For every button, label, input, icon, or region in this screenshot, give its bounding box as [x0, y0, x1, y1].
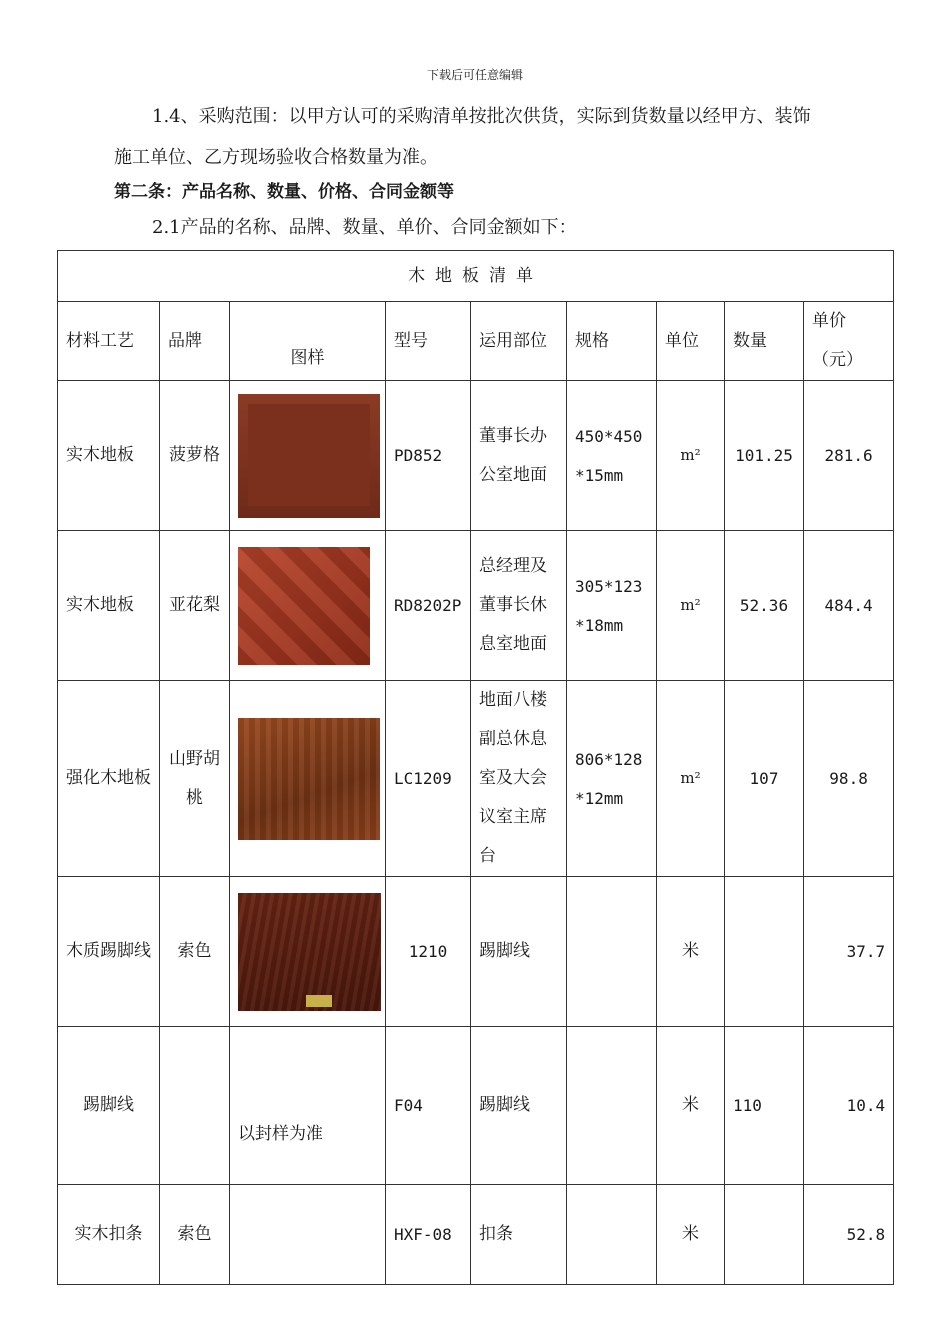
laminate-sample-image	[238, 718, 380, 840]
row-sample	[230, 681, 386, 877]
row-price: 37.7	[804, 877, 894, 1027]
row-location: 董事长办公室地面	[471, 381, 567, 531]
row-spec: 305*123*18mm	[567, 531, 657, 681]
row-price: 281.6	[804, 381, 894, 531]
row-qty: 110	[725, 1027, 804, 1185]
row-unit: m²	[657, 381, 725, 531]
row-brand	[160, 1027, 230, 1185]
header-spec: 规格	[567, 302, 657, 381]
row-qty: 101.25	[725, 381, 804, 531]
row-sample	[230, 877, 386, 1027]
row-sample	[230, 1185, 386, 1285]
table-row	[58, 1185, 894, 1285]
row-spec	[567, 1027, 657, 1185]
row-material: 踢脚线	[58, 1027, 160, 1185]
header-unit: 单位	[657, 302, 725, 381]
row-model: F04	[386, 1027, 471, 1185]
row-model: RD8202P	[386, 531, 471, 681]
header-material: 材料工艺	[58, 302, 160, 381]
row-model: 1210	[386, 877, 471, 1027]
row-material: 木质踢脚线	[58, 877, 160, 1027]
row-price: 10.4	[804, 1027, 894, 1185]
row-brand: 菠萝格	[160, 381, 230, 531]
row-price: 484.4	[804, 531, 894, 681]
row-location: 总经理及董事长休息室地面	[471, 531, 567, 681]
clause-2-heading: 第二条：产品名称、数量、价格、合同金额等	[114, 182, 454, 202]
row-sample	[230, 1027, 386, 1185]
row-location: 踢脚线	[471, 877, 567, 1027]
row-unit: m²	[657, 531, 725, 681]
row-material: 实木地板	[58, 381, 160, 531]
header-model: 型号	[386, 302, 471, 381]
row-qty: 107	[725, 681, 804, 877]
header-location: 运用部位	[471, 302, 567, 381]
header-note: 下载后可任意编辑	[426, 68, 523, 82]
row-spec: 806*128*12mm	[567, 681, 657, 877]
row-brand: 索色	[160, 1185, 230, 1285]
table-title: 木地板清单	[58, 251, 894, 302]
row-sample	[230, 531, 386, 681]
row-unit: 米	[657, 1185, 725, 1285]
row-model: LC1209	[386, 681, 471, 877]
table-row	[58, 877, 894, 1027]
parquet-sample-image	[238, 394, 380, 518]
row-brand: 山野胡桃	[160, 681, 230, 877]
row-qty	[725, 877, 804, 1027]
row-model: PD852	[386, 381, 471, 531]
row-material: 实木扣条	[58, 1185, 160, 1285]
row-material: 强化木地板	[58, 681, 160, 877]
row-qty: 52.36	[725, 531, 804, 681]
row-spec	[567, 1185, 657, 1285]
row-material: 实木地板	[58, 531, 160, 681]
table-row	[58, 681, 894, 877]
row-brand: 亚花梨	[160, 531, 230, 681]
sample-note: 以封样为准	[238, 1123, 323, 1144]
row-price: 98.8	[804, 681, 894, 877]
row-spec: 450*450*15mm	[567, 381, 657, 531]
row-brand: 索色	[160, 877, 230, 1027]
row-location: 扣条	[471, 1185, 567, 1285]
header-price: 单价（元）	[804, 302, 894, 381]
row-unit: 米	[657, 1027, 725, 1185]
row-spec	[567, 877, 657, 1027]
clause-1-4-line1: 1.4、采购范围：以甲方认可的采购清单按批次供货，实际到货数量以经甲方、装饰	[152, 106, 811, 127]
row-location: 踢脚线	[471, 1027, 567, 1185]
row-price: 52.8	[804, 1185, 894, 1285]
table-row	[58, 1027, 894, 1185]
header-qty: 数量	[725, 302, 804, 381]
header-sample: 图样	[230, 302, 386, 381]
row-location: 地面八楼副总休息室及大会议室主席台	[471, 681, 567, 877]
header-brand: 品牌	[160, 302, 230, 381]
table-row	[58, 531, 894, 681]
clause-1-4-line2: 施工单位、乙方现场验收合格数量为准。	[114, 147, 438, 168]
flooring-list-table	[57, 250, 894, 1285]
row-unit: 米	[657, 877, 725, 1027]
herringbone-sample-image	[238, 547, 370, 665]
row-qty	[725, 1185, 804, 1285]
skirting-sample-image	[238, 893, 381, 1011]
row-unit: m²	[657, 681, 725, 877]
row-model: HXF-08	[386, 1185, 471, 1285]
row-sample	[230, 381, 386, 531]
table-row	[58, 381, 894, 531]
clause-2-1: 2.1产品的名称、品牌、数量、单价、合同金额如下：	[152, 217, 577, 238]
table-header-row	[58, 302, 894, 381]
